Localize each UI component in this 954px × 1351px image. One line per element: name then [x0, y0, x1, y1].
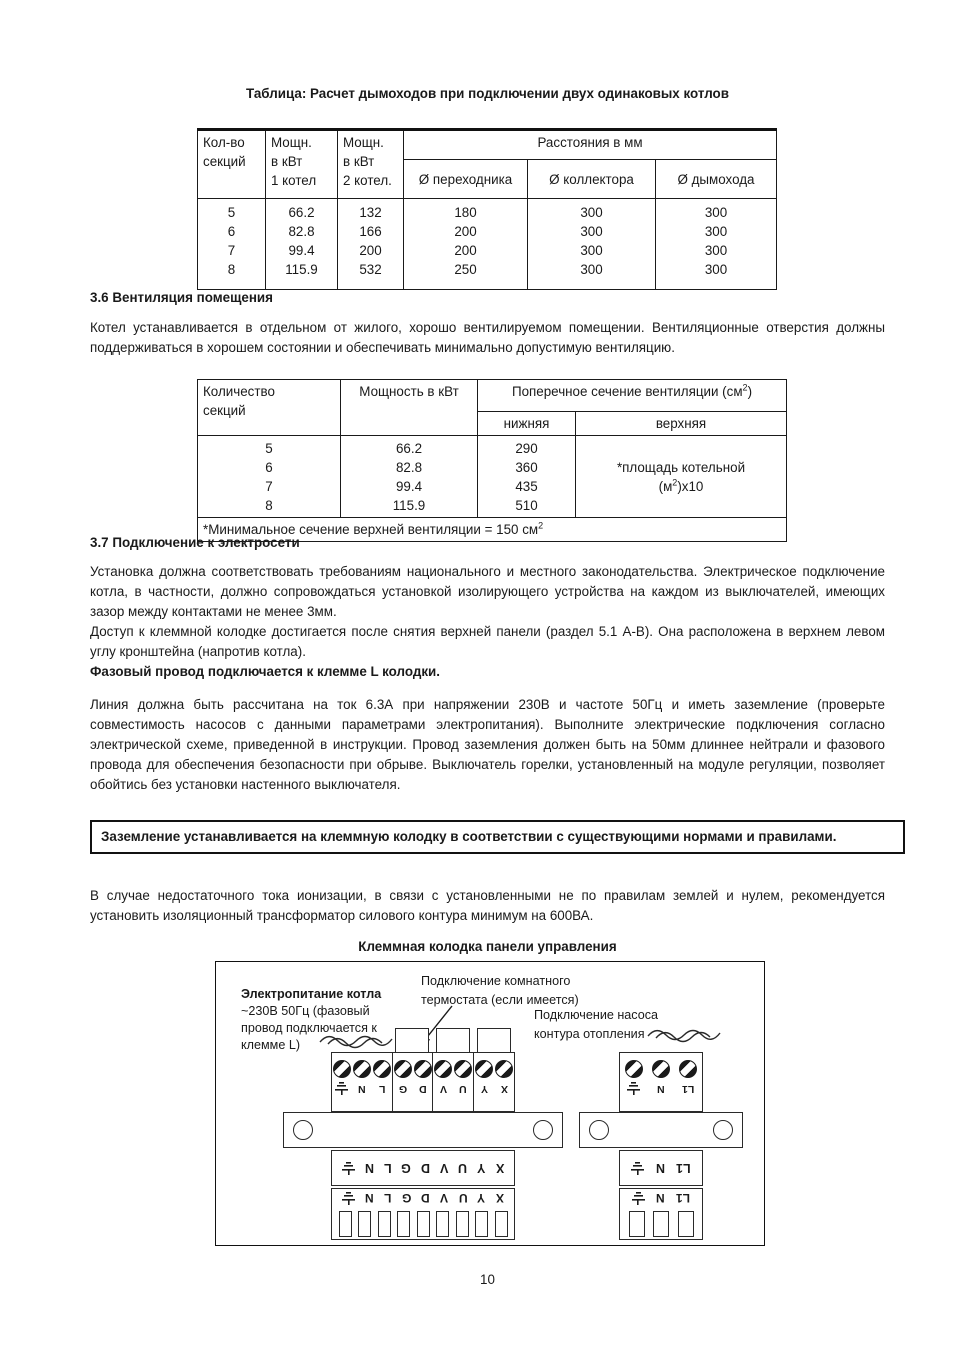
- earth-icon: [335, 1082, 348, 1095]
- terminal-label-g: G: [398, 1083, 407, 1095]
- screw-terminal: [454, 1060, 472, 1078]
- thermostat-label: Подключение комнатного термостата (если имеется): [421, 974, 579, 1007]
- screw-terminal: [652, 1060, 670, 1078]
- col-upper-note: *площадь котельной $(м^2)x10$: [576, 436, 787, 518]
- terminal-label-l1: L1: [682, 1083, 695, 1095]
- section-37-phase-note: Фазовый провод подключается к клемме L колодки.: [90, 664, 441, 679]
- terminal-label-u: U: [459, 1083, 468, 1095]
- connector-pin: [456, 1211, 469, 1237]
- header-cross-section: Поперечное сечение вентиляции $(см^2)$: [478, 380, 787, 412]
- section-36-paragraph: Котел устанавливается в отдельном от жилого, хорошо вентилируемом помещении. Вентиляционные отверстия должны поддерживаться в хорошем состоянии и обеспечивать минимально допустимую вентиляцию.: [90, 320, 885, 355]
- section-36-heading: 3.6 Вентиляция помещения: [90, 290, 273, 305]
- header-distances: Расстояния в мм: [404, 130, 777, 160]
- col-sections2: 5 6 7 8: [198, 436, 341, 518]
- terminal-label-n: N: [358, 1083, 366, 1095]
- mounting-hole: [589, 1120, 609, 1140]
- section-37-p2: Доступ к клеммной колодке достигается после снятия верхней панели (раздел 5.1 А-В). Она расположена в верхнем левом углу кронштейна (напротив котла).: [90, 624, 885, 659]
- terminal-label-y: Y: [480, 1083, 488, 1095]
- header-power2: Мощн. в кВт 2 котел.: [338, 130, 404, 199]
- col-collector: 300 300 300 300: [528, 199, 656, 290]
- col-power2: 132 166 200 532: [338, 199, 404, 290]
- col-chimney: 300 300 300 300: [656, 199, 777, 290]
- screw-terminal: [394, 1060, 412, 1078]
- ventilation-table: [197, 379, 787, 542]
- terminal-label-l: L: [378, 1083, 385, 1095]
- terminal-tab: [477, 1028, 511, 1052]
- section-37-heading: 3.7 Подключение к электросети: [90, 535, 300, 550]
- left-terminal-strip: [331, 1052, 515, 1112]
- right-mounting-bracket: [579, 1112, 743, 1148]
- terminal-label-v: V: [439, 1083, 447, 1095]
- chimney-table: [197, 128, 777, 290]
- screw-terminal: [414, 1060, 432, 1078]
- header-adapter: Ø переходника: [404, 160, 528, 199]
- connector-pin: [436, 1211, 449, 1237]
- col-power1: 66.2 82.8 99.4 115.9: [266, 199, 338, 290]
- table1-title: Таблица: Расчет дымоходов при подключении двух одинаковых котлов: [246, 86, 729, 101]
- terminal-block-diagram: [215, 961, 765, 1246]
- right-plug-connector: N L1: [619, 1188, 703, 1240]
- earth-icon: [342, 1192, 355, 1205]
- connector-pin: [653, 1211, 669, 1237]
- earth-icon: [632, 1192, 645, 1205]
- table2-footnote: *Минимальное сечение верхней вентиляции = 150 $см^2$: [198, 518, 787, 542]
- header-chimney: Ø дымохода: [656, 160, 777, 199]
- terminal-label-d: D: [418, 1083, 427, 1095]
- connector-pin: [495, 1211, 508, 1237]
- screw-terminal: [353, 1060, 371, 1078]
- diagram-title: Клеммная колодка панели управления: [358, 939, 617, 954]
- mounting-hole: [713, 1120, 733, 1140]
- connector-pin: [397, 1211, 410, 1237]
- col-adapter: 180 200 200 250: [404, 199, 528, 290]
- page-number: 10: [480, 1272, 495, 1287]
- terminal-tab: [395, 1028, 429, 1052]
- header-power: Мощность в кВт: [341, 380, 478, 436]
- col-lower: 290 360 435 510: [478, 436, 576, 518]
- left-connector-label-row: N L G D V U Y X: [331, 1150, 515, 1186]
- earth-icon: [342, 1162, 355, 1175]
- section-37-p5: В случае недостаточного тока ионизации, в связи с установленными не по правилам землей и нулем, рекомендуется установить изоляционный трансформатор силового контура минимум на 600ВА.: [90, 888, 885, 923]
- connector-pin: [339, 1211, 352, 1237]
- connector-pin: [417, 1211, 430, 1237]
- connector-pin: [475, 1211, 488, 1237]
- header-collector: Ø коллектора: [528, 160, 656, 199]
- pump-label: Подключение насоса контура отопления: [534, 1008, 659, 1041]
- left-plug-connector: N L G D V U Y X: [331, 1188, 515, 1240]
- screw-terminal: [679, 1060, 697, 1078]
- header-qty2: Количество секций: [198, 380, 341, 436]
- screw-terminal: [373, 1060, 391, 1078]
- header-qty: Кол-во секций: [198, 130, 266, 199]
- terminal-tab: [436, 1028, 470, 1052]
- terminal-label-n: N: [657, 1083, 665, 1095]
- col-power: 66.2 82.8 99.4 115.9: [341, 436, 478, 518]
- screw-terminal: [434, 1060, 452, 1078]
- earth-icon: [631, 1162, 644, 1175]
- section-37-p4: Линия должна быть рассчитана на ток 6.3А при напряжении 230В и частоте 50Гц и иметь заземление (проверьте совместимость насосов с данными параметрами электропитания). Выполните электрические подключения согласно электрической схеме, приведенной в инструкции. Провод заземления должен быть на 50мм длиннее нейтрали и фазового провода для обеспечения безопасности при обрыве. Выключатель горелки, установленный на модуле регуляции, позволяет обойтись без установки настенного выключателя.: [90, 697, 885, 792]
- col-sections: 5 6 7 8: [198, 199, 266, 290]
- right-terminal-strip: [619, 1052, 703, 1112]
- mounting-hole: [533, 1120, 553, 1140]
- right-connector-label-row: N L1: [619, 1150, 703, 1186]
- terminal-label-x: X: [500, 1083, 508, 1095]
- screw-terminal: [333, 1060, 351, 1078]
- header-power1: Мощн. в кВт 1 котел: [266, 130, 338, 199]
- screw-terminal: [625, 1060, 643, 1078]
- screw-terminal: [495, 1060, 513, 1078]
- screw-terminal: [475, 1060, 493, 1078]
- power-supply-label: Электропитание котла ~230В 50Гц (фазовый провод подключается к клемме L): [241, 987, 382, 1052]
- header-lower: нижняя: [478, 412, 576, 436]
- header-upper: верхняя: [576, 412, 787, 436]
- connector-pin: [378, 1211, 391, 1237]
- connector-pin: [678, 1211, 694, 1237]
- mounting-hole: [293, 1120, 313, 1140]
- section-37-p1: Установка должна соответствовать требованиям национального и местного законодательства. Электрическое подключение котла, в частности, должно сопровождаться установкой изолирующего устройства на каждом из выключателей, имеющих зазор между контактами не менее 3мм.: [90, 564, 885, 619]
- left-mounting-bracket: [283, 1112, 563, 1148]
- connector-pin: [629, 1211, 645, 1237]
- connector-pin: [358, 1211, 371, 1237]
- earth-icon: [627, 1082, 640, 1095]
- grounding-warning-box: Заземление устанавливается на клеммную колодку в соответствии с существующими нормами и правилами.: [90, 820, 905, 854]
